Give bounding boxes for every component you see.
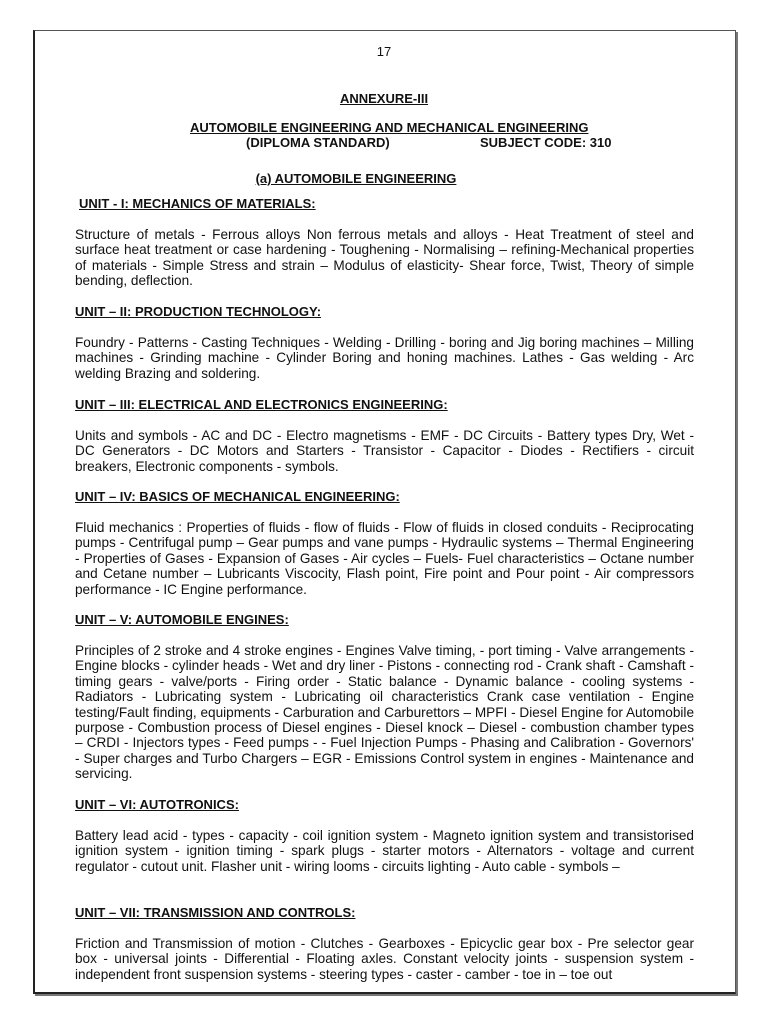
unit-3-body: Units and symbols - AC and DC - Electro magnetisms - EMF - DC Circuits - Battery types Dry, Wet - DC Generators - DC Motors and Starters - Transistor - Capacitor - Diodes - Rectifiers - circuit breakers, Electronic components - symbols. — [75, 428, 694, 474]
section-heading: (a) AUTOMOBILE ENGINEERING — [255, 171, 457, 186]
unit-4-heading: UNIT – IV: BASICS OF MECHANICAL ENGINEERING: — [75, 489, 400, 504]
unit-3-heading: UNIT – III: ELECTRICAL AND ELECTRONICS ENGINEERING: — [75, 397, 448, 412]
unit-2-body: Foundry - Patterns - Casting Techniques - Welding - Drilling - boring and Jig boring machines – Milling machines - Grinding machine - Cylinder Boring and honing machines. Lathes - Gas welding - Arc welding Brazing and soldering. — [75, 335, 694, 381]
annexure-heading: ANNEXURE-III — [339, 91, 429, 106]
unit-7-body: Friction and Transmission of motion - Clutches - Gearboxes - Epicyclic gear box - Pre selector gear box - universal joints - Differential - Floating axles. Constant velocity joints - suspension system - independent front suspension systems - steering types - caster - camber - toe in – toe out — [75, 936, 694, 982]
unit-6-heading: UNIT – VI: AUTOTRONICS: — [75, 797, 239, 812]
unit-7-heading: UNIT – VII: TRANSMISSION AND CONTROLS: — [75, 905, 356, 920]
subject-code: SUBJECT CODE: 310 — [480, 135, 612, 150]
unit-2-heading: UNIT – II: PRODUCTION TECHNOLOGY: — [75, 304, 322, 319]
page-border-shadow-right — [736, 32, 738, 996]
document-title: AUTOMOBILE ENGINEERING AND MECHANICAL ENGINEERING — [190, 120, 589, 135]
unit-1-heading: UNIT - I: MECHANICS OF MATERIALS: — [79, 196, 316, 211]
diploma-standard: (DIPLOMA STANDARD) — [246, 135, 390, 150]
page-border-shadow-bottom — [35, 994, 738, 996]
unit-4-body: Fluid mechanics : Properties of fluids - flow of fluids - Flow of fluids in closed conduits - Reciprocating pumps - Centrifugal pump – Gear pumps and vane pumps - Hydraulic systems – Thermal Engineering - Properties of Gases - Expansion of Gases - Air cycles – Fuels- Fuel characteristics – Octane number and Cetane number – Lubricants Viscocity, Flash point, Fire point and Pour point - Air compressors performance - IC Engine performance. — [75, 520, 694, 597]
unit-6-body: Battery lead acid - types - capacity - coil ignition system - Magneto ignition system and transistorised ignition system - ignition timing - spark plugs - starter motors - Alternators - voltage and current regulator - cutout unit. Flasher unit - wiring looms - circuits lighting - Auto cable - symbols – — [75, 828, 694, 874]
unit-1-body: Structure of metals - Ferrous alloys Non ferrous metals and alloys - Heat Treatment of steel and surface heat treatment or case hardening - Toughening - Normalising – refining-Mechanical properties of materials - Simple Stress and strain – Modulus of elasticity- Shear force, Twist, Theory of simple bending, deflection. — [75, 227, 694, 289]
unit-5-body: Principles of 2 stroke and 4 stroke engines - Engines Valve timing, - port timing - Valve arrangements - Engine blocks - cylinder heads - Wet and dry liner - Pistons - connecting rod - Crank shaft - Camshaft - timing gears - valve/ports - Firing order - Static balance - Dynamic balance - cooling systems - Radiators - Lubricating system - Lubricating oil characteristics Crank case ventilation - Engine testing/Fault finding, equipments - Carburation and Carburettors – MPFI - Diesel Engine for Automobile purpose - Combustion process of Diesel engines - Diesel knock – Diesel - combustion chamber types – CRDI - Injectors types - Feed pumps - - Fuel Injection Pumps - Phasing and Calibration - Governors' - Super charges and Turbo Chargers – EGR - Emissions Control system in engines - Maintenance and servicing. — [75, 643, 694, 782]
unit-5-heading: UNIT – V: AUTOMOBILE ENGINES: — [75, 612, 289, 627]
page-number: 17 — [376, 44, 392, 59]
